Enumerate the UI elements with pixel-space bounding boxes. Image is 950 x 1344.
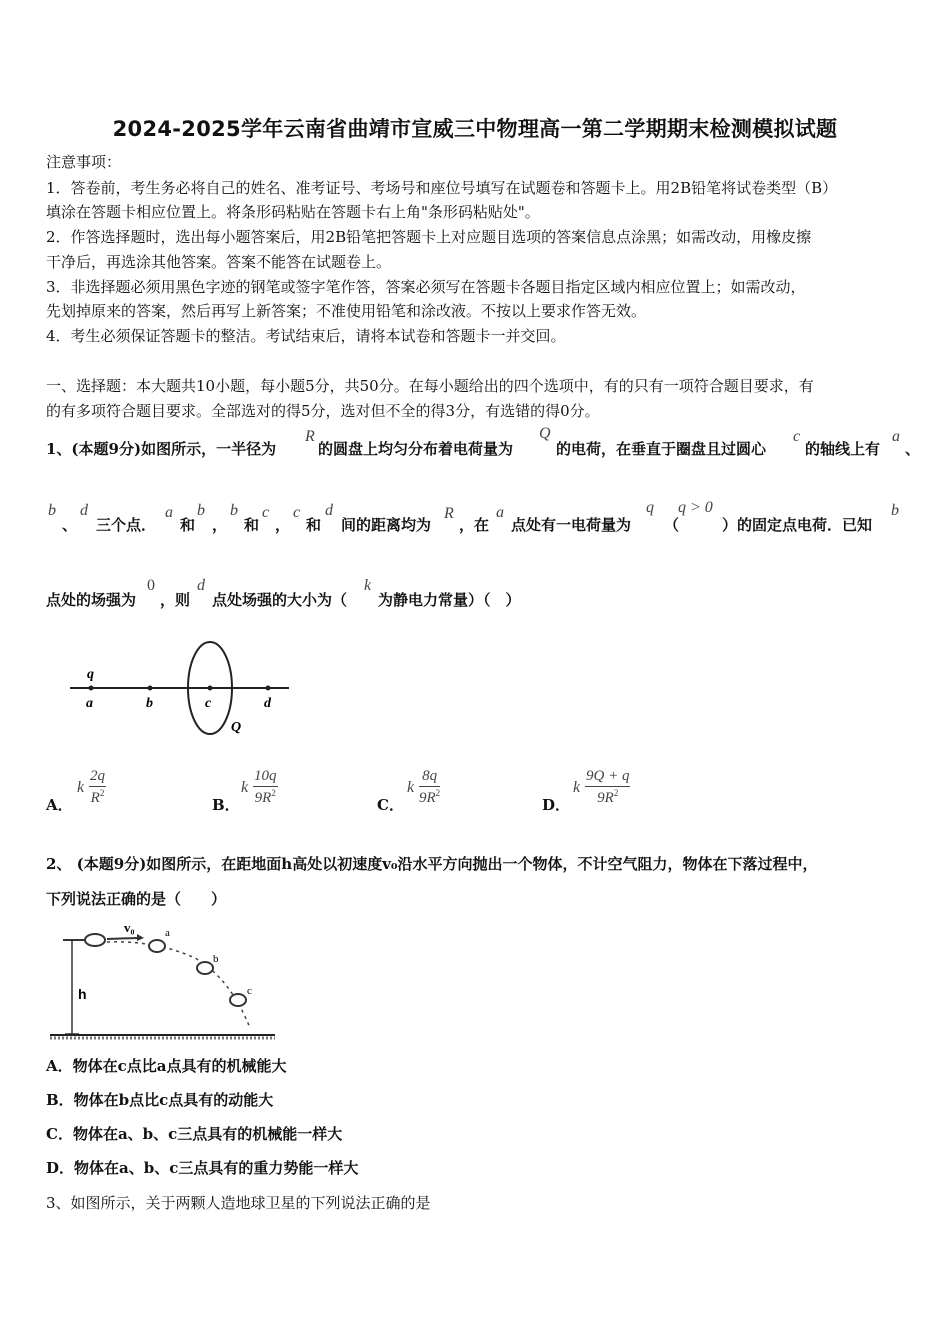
notice-line: 2．作答选择题时，选出每小题答案后，用2B铅笔把答题卡上对应题目选项的答案信息点涂黑；如需改动，用橡皮擦 (46, 228, 812, 246)
q1-figure (65, 640, 295, 750)
q1-text: ， (275, 516, 291, 534)
label-b: b (213, 953, 219, 965)
q1-text: 为静电力常量）（ ） (378, 591, 521, 609)
option-a-fraction (89, 768, 106, 807)
q1-symbol-b: b (891, 502, 899, 519)
exponent: 2 (435, 788, 441, 798)
q1-symbol-R: R (444, 505, 454, 522)
label-a: a (86, 696, 93, 711)
q1-text: 和 (306, 516, 322, 534)
option-b-fraction (253, 768, 278, 807)
point-c (208, 686, 213, 691)
label-v0: v₀ (124, 920, 135, 935)
numerator: 8q (419, 768, 440, 787)
q1-text: （ (664, 516, 680, 534)
arrow-head (137, 934, 144, 941)
denominator (253, 787, 278, 807)
q1-symbol-b: b (230, 502, 238, 519)
q1-text: ，则 (160, 591, 191, 609)
label-a: a (165, 927, 170, 939)
q1-symbol-b: b (197, 502, 205, 519)
point-a (89, 686, 94, 691)
option-k: k (573, 779, 581, 796)
q1-symbol-a: a (892, 428, 900, 445)
q2-text: 2、 (本题9分)如图所示，在距地面h高处以初速度v₀沿水平方向抛出一个物体，不计空气阻力，物体在下落过程中， (46, 855, 818, 873)
notice-line: 1．答卷前，考生务必将自己的姓名、准考证号、考场号和座位号填写在试题卷和答题卡上。用2B铅笔将试卷类型（B） (46, 179, 838, 197)
q1-symbol-c: c (293, 504, 301, 521)
q1-text: 的轴线上有 (805, 440, 881, 458)
q1-condition: q > 0 (678, 499, 713, 516)
q1-option-d[interactable]: D． (542, 796, 571, 814)
q1-option-a[interactable]: A． (46, 796, 73, 814)
q1-symbol-d: d (325, 502, 333, 519)
option-c-fraction (419, 768, 440, 807)
q1-option-b[interactable]: B． (212, 796, 240, 814)
exponent: 2 (271, 788, 276, 798)
q1-text: 点处有一电荷量为 (511, 516, 632, 534)
q1-symbol-d: d (80, 502, 88, 519)
notice-line: 干净后，再选涂其他答案。答案不能答在试题卷上。 (46, 253, 392, 271)
denominator (585, 787, 630, 807)
notice-line: 4．考生必须保证答题卡的整洁。考试结束后，请将本试卷和答题卡一并交回。 (46, 327, 566, 345)
q1-text: ）的固定点电荷．已知 (722, 516, 873, 534)
ball-b (197, 962, 213, 974)
denominator-base: 9R (254, 790, 272, 806)
ball-a (149, 940, 165, 952)
section-heading: 一、选择题：本大题共10小题，每小题5分，共50分。在每小题给出的四个选项中，有的只有一项符合题目要求，有 (46, 377, 814, 395)
label-h: h (78, 986, 87, 1002)
numerator: 2q (89, 768, 106, 787)
notice-line: 填涂在答题卡相应位置上。将条形码粘贴在答题卡右上角"条形码粘贴处"。 (46, 203, 540, 221)
q1-option-c[interactable]: C． (377, 796, 404, 814)
q1-text: ， (212, 516, 228, 534)
q2-option-d[interactable]: D．物体在a、b、c三点具有的重力势能一样大 (46, 1159, 359, 1177)
ball-c (230, 994, 246, 1006)
q1-symbol-zero: 0 (147, 577, 155, 594)
trajectory (107, 942, 250, 1028)
notice-heading: 注意事项： (46, 153, 122, 171)
q1-text: 和 (244, 516, 260, 534)
q1-text: 、 (62, 516, 78, 534)
q2-option-b[interactable]: B．物体在b点比c点具有的动能大 (46, 1091, 274, 1109)
ball-start (85, 934, 105, 946)
q1-text: 1、(本题9分)如图所示，一半径为 (46, 440, 277, 458)
q1-symbol-a: a (165, 504, 173, 521)
notice-line: 3．非选择题必须用黑色字迹的钢笔或签字笔作答，答案必须写在答题卡各题目指定区域内相应位置上；如需改动， (46, 278, 806, 296)
denominator-base: 9R (597, 790, 614, 806)
q1-text: 和 (180, 516, 196, 534)
numerator: 9Q + q (585, 768, 630, 787)
q1-symbol-Q: Q (539, 425, 551, 442)
label-Q: Q (231, 720, 242, 735)
exponent: 2 (613, 788, 619, 798)
q2-figure (45, 918, 280, 1043)
q1-symbol-c: c (793, 428, 801, 445)
velocity-arrow (107, 938, 137, 939)
denominator (419, 787, 440, 807)
q1-text: 的圆盘上均匀分布着电荷量为 (318, 440, 514, 458)
option-d-fraction (585, 768, 630, 807)
page-title: 2024-2025学年云南省曲靖市宣威三中物理高一第二学期期末检测模拟试题 (112, 117, 838, 141)
section-heading: 的有多项符合题目要求。全部选对的得5分，选对但不全的得3分，有选错的得0分。 (46, 402, 600, 420)
q3-text: 3、如图所示，关于两颗人造地球卫星的下列说法正确的是 (46, 1194, 431, 1212)
q1-symbol-b: b (48, 502, 56, 519)
option-k: k (77, 779, 85, 796)
q1-symbol-a: a (496, 504, 504, 521)
numerator: 10q (253, 768, 278, 787)
q1-symbol-d: d (197, 577, 205, 594)
q2-text: 下列说法正确的是（ ） (46, 890, 227, 908)
denominator-base: 9R (419, 790, 436, 806)
denominator (89, 787, 106, 807)
q2-option-c[interactable]: C．物体在a、b、c三点具有的机械能一样大 (46, 1125, 343, 1143)
option-k: k (407, 779, 415, 796)
exponent: 2 (99, 788, 105, 798)
q1-symbol-k: k (364, 577, 372, 594)
label-c: c (205, 696, 212, 711)
label-d: d (264, 696, 271, 711)
q1-text: 点处场强的大小为（ (212, 591, 348, 609)
q1-text: 、 (905, 440, 921, 458)
q1-symbol-R: R (305, 428, 315, 445)
q1-symbol-c: c (262, 504, 270, 521)
label-c: c (247, 985, 252, 997)
q1-text: 的电荷，在垂直于圈盘且过圆心 (556, 440, 767, 458)
label-q: q (87, 667, 94, 682)
q1-text: ，在 (459, 516, 490, 534)
point-b (148, 686, 153, 691)
label-b: b (146, 696, 153, 711)
q1-text: 三个点． (96, 516, 157, 534)
point-d (266, 686, 271, 691)
notice-line: 先划掉原来的答案，然后再写上新答案；不准使用铅笔和涂改液。不按以上要求作答无效。 (46, 302, 647, 320)
q1-text: 间的距离均为 (341, 516, 432, 534)
q1-symbol-q: q (646, 499, 654, 516)
q1-text: 点处的场强为 (46, 591, 137, 609)
denominator-base: R (90, 790, 100, 806)
q2-option-a[interactable]: A．物体在c点比a点具有的机械能大 (46, 1057, 287, 1075)
option-k: k (241, 779, 249, 796)
